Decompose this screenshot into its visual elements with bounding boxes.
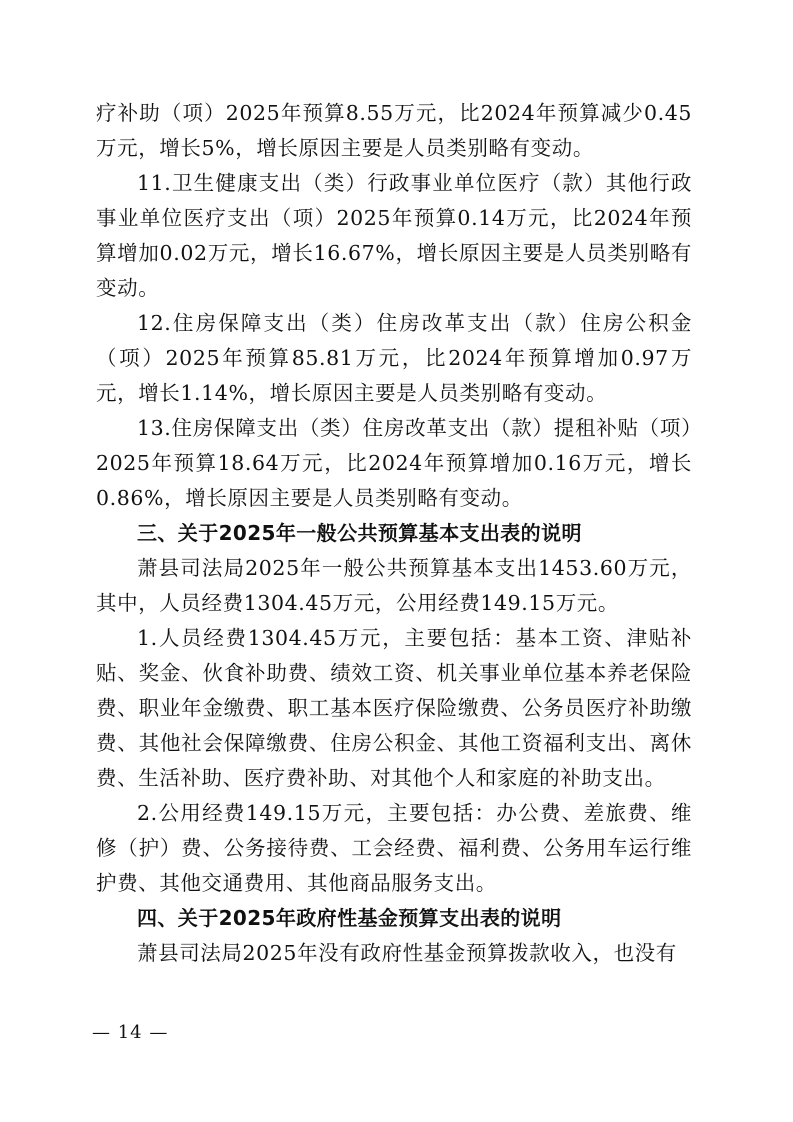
paragraph-item-13: 13.住房保障支出（类）住房改革支出（款）提租补贴（项）2025年预算18.64万元，比2024年预算增加0.16万元，增长0.86%，增长原因主要是人员类别略有变动。 [96,416,692,510]
paragraph-basic-expenditure: 萧县司法局2025年一般公共预算基本支出1453.60万元，其中，人员经费1304.45万元，公用经费149.15万元。 [96,556,692,615]
section-heading-3: 三、关于2025年一般公共预算基本支出表的说明 [137,521,582,545]
section-heading-4: 四、关于2025年政府性基金预算支出表的说明 [137,906,562,930]
paragraph-government-fund: 萧县司法局2025年没有政府性基金预算拨款收入，也没有 [137,941,677,965]
paragraph-continuation: 疗补助（项）2025年预算8.55万元，比2024年预算减少0.45万元，增长5%，增长原因主要是人员类别略有变动。 [96,101,692,160]
paragraph-personnel-expenses: 1.人员经费1304.45万元，主要包括：基本工资、津贴补贴、奖金、伙食补助费、绩效工资、机关事业单位基本养老保险费、职业年金缴费、职工基本医疗保险缴费、公务员医疗补助缴费、其他社会保障缴费、住房公积金、其他工资福利支出、离休费、生活补助、医疗费补助、对其他个人和家庭的补助支出。 [96,626,692,790]
paragraph-public-expenses: 2.公用经费149.15万元，主要包括：办公费、差旅费、维修（护）费、公务接待费、工会经费、福利费、公务用车运行维护费、其他交通费用、其他商品服务支出。 [96,801,692,895]
document-body [96,96,692,971]
paragraph-item-11: 11.卫生健康支出（类）行政事业单位医疗（款）其他行政事业单位医疗支出（项）2025年预算0.14万元，比2024年预算增加0.02万元，增长16.67%，增长原因主要是人员类别略有变动。 [96,171,692,300]
paragraph-item-12: 12.住房保障支出（类）住房改革支出（款）住房公积金（项）2025年预算85.81万元，比2024年预算增加0.97万元，增长1.14%，增长原因主要是人员类别略有变动。 [96,311,692,405]
page-number: — 14 — [92,1022,169,1043]
